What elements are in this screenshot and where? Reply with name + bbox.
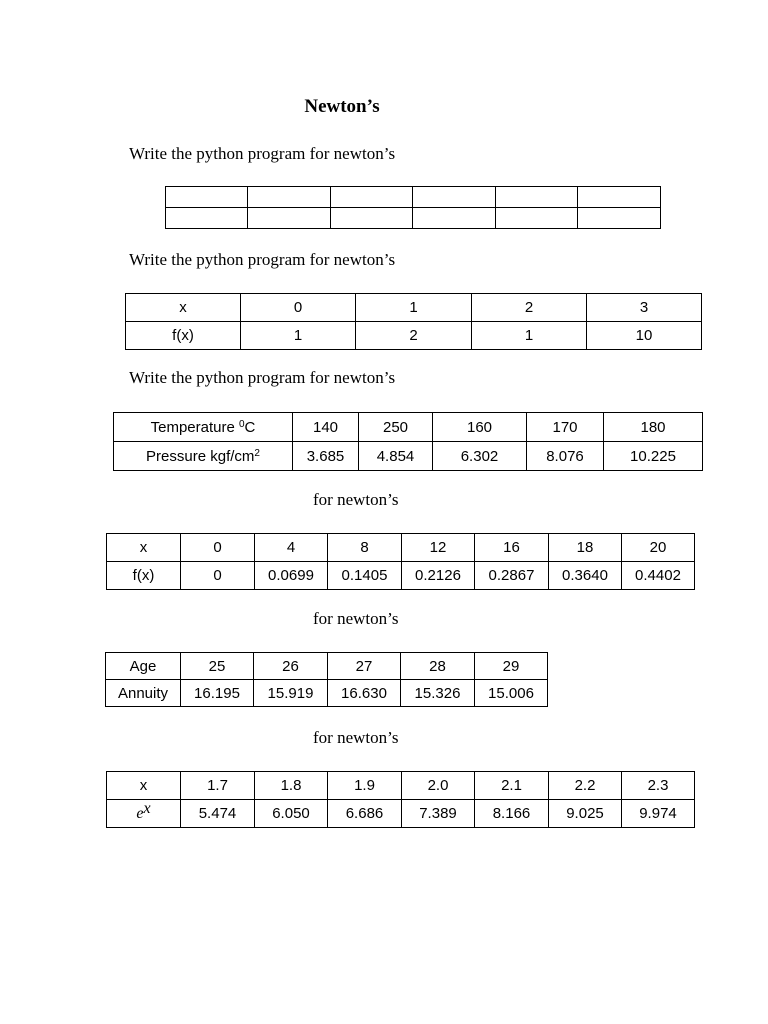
empty-table [165, 186, 661, 229]
table-row [126, 322, 702, 350]
table-cell [166, 208, 248, 229]
table-cell: 6.302 [433, 442, 527, 471]
table-cell: f(x) [126, 322, 241, 350]
table-cell: 3.685 [293, 442, 359, 471]
table-cell: 15.006 [475, 680, 548, 707]
table-cell: 2 [472, 294, 587, 322]
table-cell: 6.686 [328, 800, 402, 828]
section-4-prompt: for newton’s [313, 490, 399, 509]
table-cell: 0.1405 [328, 562, 402, 590]
table-cell: 10 [587, 322, 702, 350]
table-cell: 3 [587, 294, 702, 322]
table-cell: 9.974 [622, 800, 695, 828]
table-cell: 0 [181, 562, 255, 590]
table-row [107, 772, 695, 800]
table-cell: f(x) [107, 562, 181, 590]
age-annuity-table [105, 652, 548, 707]
table-cell: x [126, 294, 241, 322]
table-cell: 20 [622, 534, 695, 562]
table-cell: 15.326 [401, 680, 475, 707]
table-cell: 15.919 [254, 680, 328, 707]
table-row [166, 187, 661, 208]
table-cell: 2.0 [402, 772, 475, 800]
table-cell: 0.3640 [549, 562, 622, 590]
table-cell: 160 [433, 413, 527, 442]
table-cell [248, 208, 331, 229]
table-cell: 0.0699 [255, 562, 328, 590]
table-cell: 28 [401, 653, 475, 680]
table-cell: 2.2 [549, 772, 622, 800]
table-row [114, 442, 703, 471]
table-cell: 1.7 [181, 772, 255, 800]
section-2-prompt: Write the python program for newton’s [129, 250, 396, 269]
table-cell [413, 187, 496, 208]
table-cell [496, 208, 578, 229]
table-cell: 12 [402, 534, 475, 562]
table-cell: 25 [181, 653, 254, 680]
table-cell: 18 [549, 534, 622, 562]
table-cell: 16.195 [181, 680, 254, 707]
table-cell: 180 [604, 413, 703, 442]
table-cell: 2.1 [475, 772, 549, 800]
section-6-prompt: for newton’s [313, 728, 399, 747]
table-cell: 5.474 [181, 800, 255, 828]
table-cell: 2 [356, 322, 472, 350]
table-cell: 250 [359, 413, 433, 442]
page-title: Newton’s [304, 96, 380, 117]
section-3-prompt: Write the python program for newton’s [129, 368, 396, 387]
table-cell: Age [106, 653, 181, 680]
table-cell: 16 [475, 534, 549, 562]
table-cell [331, 208, 413, 229]
table-cell: 6.050 [255, 800, 328, 828]
table-cell: 27 [328, 653, 401, 680]
table-cell [578, 208, 661, 229]
table-cell: 4.854 [359, 442, 433, 471]
table-row [107, 534, 695, 562]
table-cell: 10.225 [604, 442, 703, 471]
table-cell: 1 [472, 322, 587, 350]
table-cell: 0.4402 [622, 562, 695, 590]
table-row [166, 208, 661, 229]
table-cell: x [107, 772, 181, 800]
table-cell: 170 [527, 413, 604, 442]
table-cell: 8.166 [475, 800, 549, 828]
table-row [106, 680, 548, 707]
table-cell [248, 187, 331, 208]
table-cell: 1.8 [255, 772, 328, 800]
exp-table [106, 771, 695, 828]
table-cell: 0.2126 [402, 562, 475, 590]
table-cell: 2.3 [622, 772, 695, 800]
exp-header: $e^x$ [107, 800, 181, 828]
table-cell: 8.076 [527, 442, 604, 471]
table-row [114, 413, 703, 442]
section-1-prompt: Write the python program for newton’s [129, 144, 396, 163]
table-cell [578, 187, 661, 208]
table-cell: 140 [293, 413, 359, 442]
table-cell: 0 [241, 294, 356, 322]
temperature-header: Temperature $^0$C [114, 413, 293, 442]
table-cell: 29 [475, 653, 548, 680]
table-cell: 9.025 [549, 800, 622, 828]
table-row [106, 653, 548, 680]
table-cell: 26 [254, 653, 328, 680]
table-cell [166, 187, 248, 208]
fx-table-1 [125, 293, 702, 350]
fx-table-2 [106, 533, 695, 590]
table-cell: 1.9 [328, 772, 402, 800]
table-cell: 1 [241, 322, 356, 350]
table-cell [413, 208, 496, 229]
table-cell: 8 [328, 534, 402, 562]
section-5-prompt: for newton’s [313, 609, 399, 628]
table-row [107, 562, 695, 590]
table-cell: 0.2867 [475, 562, 549, 590]
table-cell: 16.630 [328, 680, 401, 707]
table-cell: 0 [181, 534, 255, 562]
table-cell [331, 187, 413, 208]
table-row [126, 294, 702, 322]
table-cell: x [107, 534, 181, 562]
pressure-header: Pressure kgf/$cm^2$ [114, 442, 293, 471]
table-row [107, 800, 695, 828]
table-cell: 7.389 [402, 800, 475, 828]
table-cell: 4 [255, 534, 328, 562]
table-cell: Annuity [106, 680, 181, 707]
table-cell [496, 187, 578, 208]
table-cell: 1 [356, 294, 472, 322]
temperature-pressure-table [113, 412, 703, 471]
